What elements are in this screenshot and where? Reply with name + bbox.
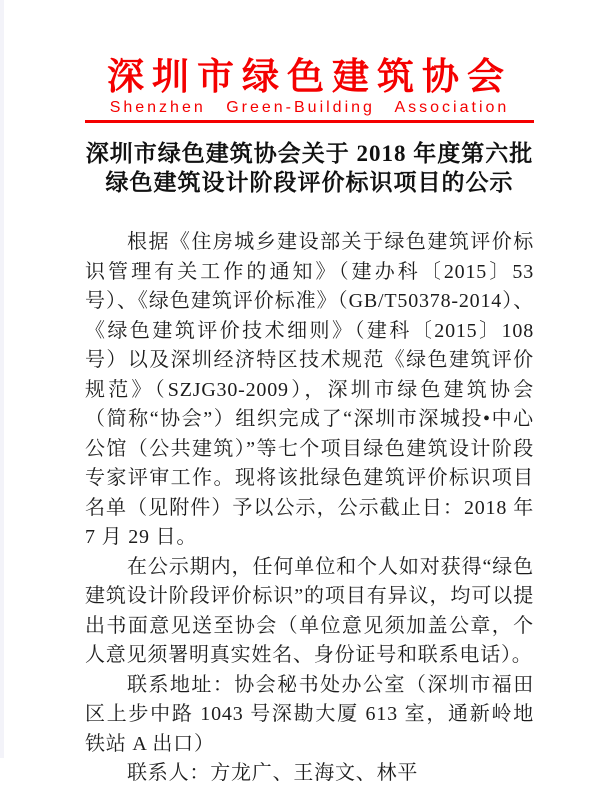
- doc-body: [85, 228, 534, 789]
- org-name-chinese: 深圳市绿色建筑协会: [107, 56, 512, 97]
- paragraph-contact-persons: 联系人：方龙广、王海文、林平: [127, 762, 419, 784]
- doc-title-line2: 绿色建筑设计阶段评价标识项目的公示: [105, 170, 514, 195]
- header-rule: [85, 120, 534, 123]
- paragraph-basis: 根据《住房城乡建设部关于绿色建筑评价标识管理有关工作的通知》（建办科〔2015〕53 号）、《绿色建筑评价标准》（GB/T50378-2014）、《绿色建筑评价技术细则》（建科〔2015〕108 号）以及深圳经济特区技术规范《绿色建筑评价规范》（SZJG30-2009），深圳市绿色建筑协会（简称“协会”）组织完成了“深圳市深城投•中心公馆（公共建筑）”等七个项目绿色建筑设计阶段专家评审工作。现将该批绿色建筑评价标识项目名单（见附件）予以公示，公示截止日：2018 年 7 月 29 日。: [85, 231, 534, 548]
- doc-title: [85, 139, 534, 197]
- paragraph-contact-address: 联系地址：协会秘书处办公室（深圳市福田区上步中路 1043 号深勘大厦 613 室，通新岭地铁站 A 出口）: [85, 673, 534, 755]
- org-header: [85, 56, 534, 123]
- org-name-english: Shenzhen Green-Building Association: [109, 99, 510, 116]
- paragraph-objection: 在公示期内，任何单位和个人如对获得“绿色建筑设计阶段评价标识”的项目有异议，均可以提出书面意见送至协会（单位意见须加盖公章，个人意见须署明真实姓名、身份证号和联系电话）。: [85, 555, 534, 666]
- doc-title-line1: 深圳市绿色建筑协会关于 2018 年度第六批: [85, 141, 534, 166]
